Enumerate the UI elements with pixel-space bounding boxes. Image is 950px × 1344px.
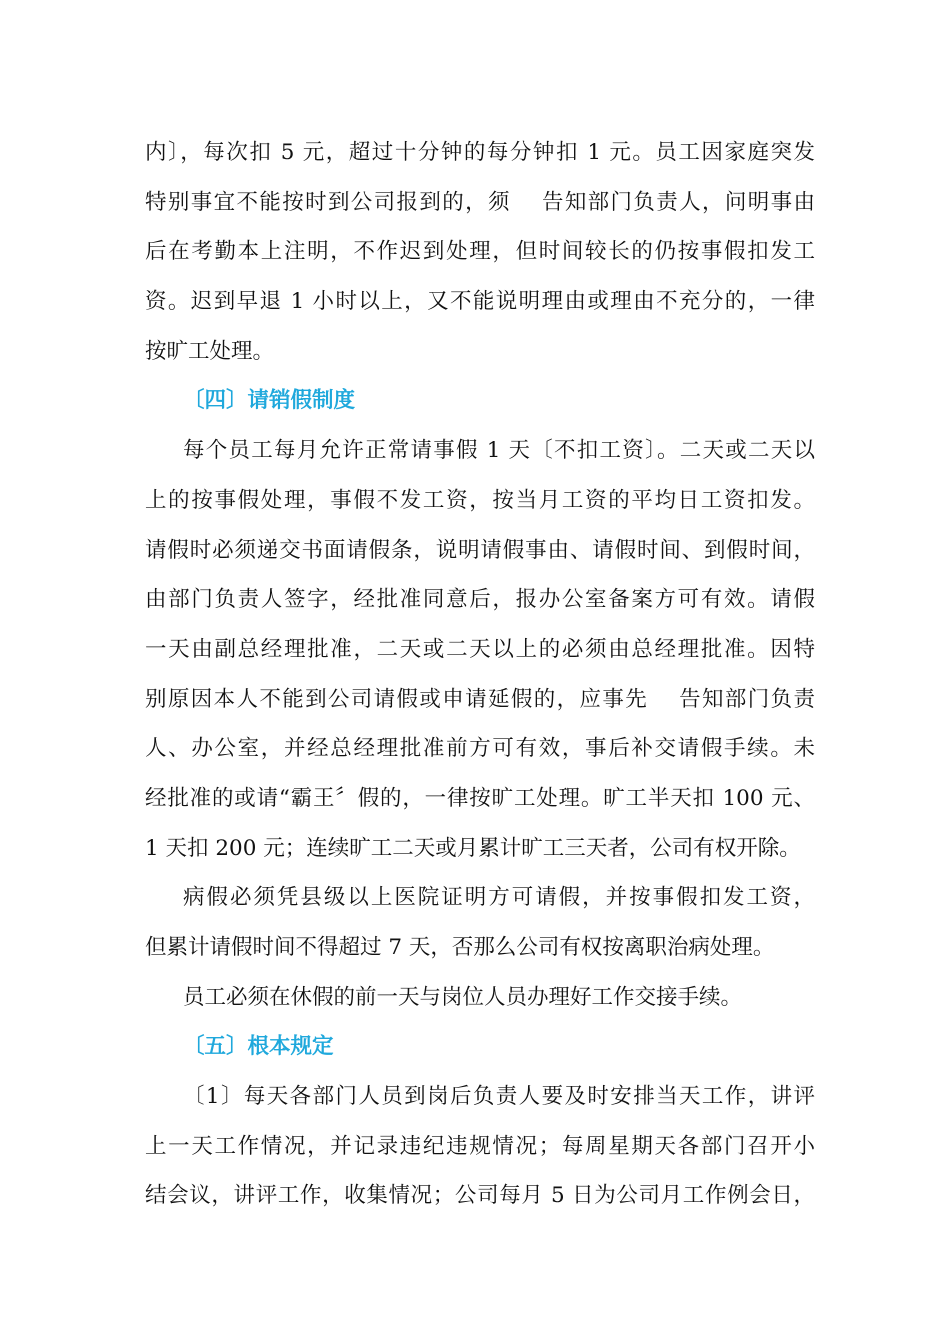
- paragraph-line: 1 天扣 200 元；连续旷工二天或月累计旷工三天者，公司有权开除。: [145, 835, 801, 861]
- paragraph-line: 上的按事假处理，事假不发工资，按当月工资的平均日工资扣发。: [145, 487, 815, 513]
- paragraph-line: 一天由副总经理批准，二天或二天以上的必须由总经理批准。因特: [145, 636, 815, 662]
- paragraph-line: 病假必须凭县级以上医院证明方可请假，并按事假扣发工资，: [183, 885, 815, 911]
- document-body: [145, 128, 815, 1221]
- paragraph-line: 每个员工每月允许正常请事假 1 天〔不扣工资〕。二天或二天以: [183, 438, 815, 464]
- paragraph-line: 员工必须在休假的前一天与岗位人员办理好工作交接手续。: [183, 984, 743, 1010]
- paragraph-line: 资。迟到早退 1 小时以上，又不能说明理由或理由不充分的，一律: [145, 289, 815, 315]
- section-heading-4: 〔四〕请销假制度: [183, 388, 356, 414]
- paragraph-line: 人、办公室，并经总经理批准前方可有效，事后补交请假手续。未: [145, 736, 815, 762]
- paragraph-line: 上一天工作情况，并记录违纪违规情况；每周星期天各部门召开小: [145, 1133, 815, 1159]
- paragraph-line: 按旷工处理。: [145, 338, 275, 364]
- paragraph-line: 结会议，讲评工作，收集情况；公司每月 5 日为公司月工作例会日，: [145, 1183, 815, 1209]
- paragraph-line: 〔1〕每天各部门人员到岗后负责人要及时安排当天工作，讲评: [183, 1084, 815, 1110]
- paragraph-line: 经批准的或请“霸王〞假的，一律按旷工处理。旷工半天扣 100 元、: [145, 785, 815, 811]
- paragraph-line: 但累计请假时间不得超过 7 天，否那么公司有权按离职治病处理。: [145, 935, 775, 960]
- paragraph-line: 由部门负责人签字，经批准同意后，报办公室备案方可有效。请假: [145, 587, 815, 613]
- paragraph-line: 请假时必须递交书面请假条，说明请假事由、请假时间、到假时间，: [145, 537, 815, 563]
- paragraph-line: 内〕，每次扣 5 元，超过十分钟的每分钟扣 1 元。员工因家庭突发: [145, 140, 815, 165]
- paragraph-line: 后在考勤本上注明，不作迟到处理，但时间较长的仍按事假扣发工: [145, 239, 815, 265]
- paragraph-line: 别原因本人不能到公司请假或申请延假的，应事先 告知部门负责: [145, 686, 815, 712]
- section-heading-5: 〔五〕根本规定: [183, 1034, 334, 1060]
- paragraph-line: 特别事宜不能按时到公司报到的，须 告知部门负责人，问明事由: [145, 189, 815, 215]
